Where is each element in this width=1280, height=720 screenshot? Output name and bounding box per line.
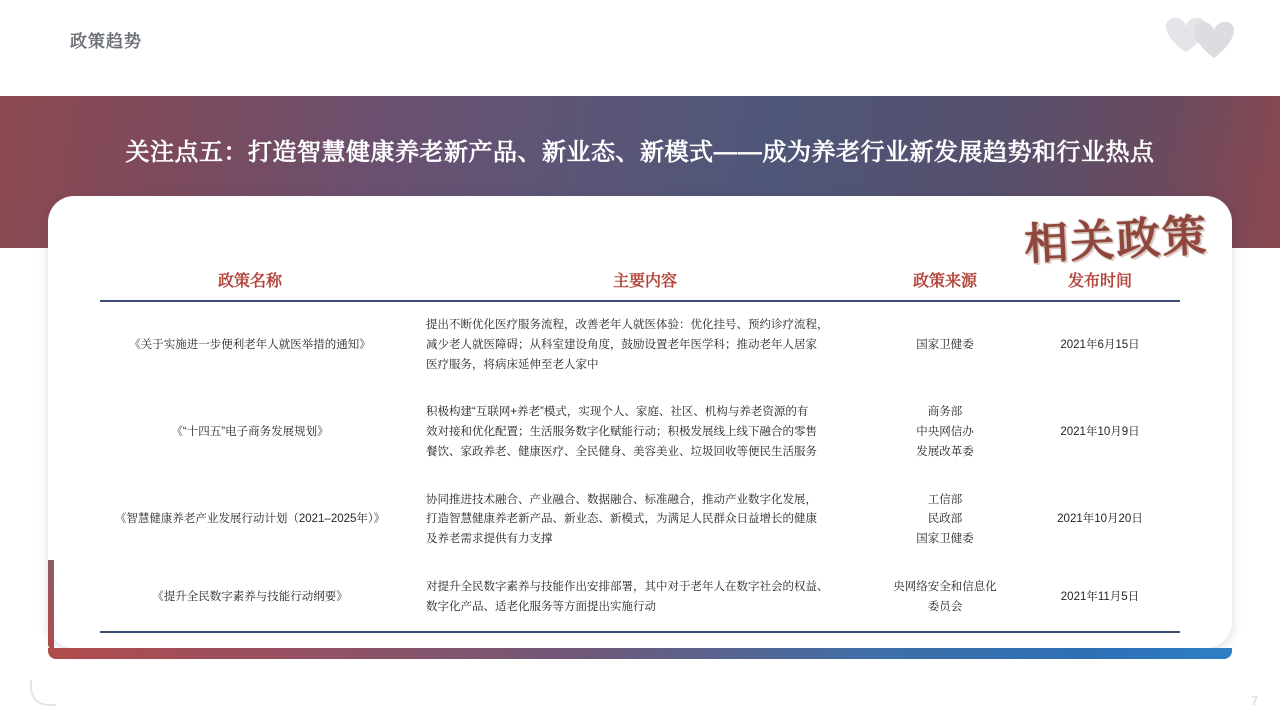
content-line: 提出不断优化医疗服务流程，改善老年人就医体验：优化挂号、预约诊疗流程， [426,319,829,331]
policy-table [100,264,1180,633]
cell-policy-source [870,564,1020,633]
cell-policy-name: 《智慧健康养老产业发展行动计划（2021–2025年）》 [114,513,386,526]
stamp-label: 相关政策 [1023,210,1210,271]
content-line: 及养老需求提供有力支撑 [426,533,553,546]
cell-main-content [400,389,870,476]
cell-release-date: 2021年10月20日 [1057,513,1143,526]
column-header-main-content: 主要内容 [612,273,677,290]
source-line: 央网络安全和信息化 [893,580,997,593]
cell-policy-source [870,389,1020,476]
content-line: 医疗服务，将病床延伸至老人家中 [426,358,599,371]
cell-release-date: 2021年6月15日 [1060,338,1140,351]
table-row [100,389,1180,476]
cell-policy-name: 《关于实施进一步便利老年人就医举措的通知》 [129,338,371,351]
cell-release-date: 2021年11月5日 [1060,590,1140,603]
policy-table-wrapper [100,264,1180,633]
content-line: 数字化产品、适老化服务等方面提出实施行动 [426,600,656,613]
heart-logo-icon [1152,12,1244,72]
source-line: 中央网信办 [916,426,974,439]
cell-main-content [400,564,870,633]
table-head [100,264,1180,301]
source-line: 国家卫健委 [916,338,974,351]
cell-policy-source [870,477,1020,564]
cell-policy-name: 《提升全民数字素养与技能行动纲要》 [152,590,348,603]
table-row [100,301,1180,389]
source-line: 发展改革委 [916,445,974,458]
table-body [100,301,1180,632]
table-header-row [100,264,1180,301]
source-line: 国家卫健委 [916,533,974,546]
content-line: 减少老人就医障碍；从科室建设角度，鼓励设置老年医学科；推动老年人居家 [426,338,817,351]
page-title: 关注点五：打造智慧健康养老新产品、新业态、新模式——成为养老行业新发展趋势和行业热点 [125,139,1155,166]
column-header-policy-source: 政策来源 [912,273,977,290]
source-line: 委员会 [927,600,963,613]
cell-policy-name: 《“十四五”电子商务发展规划》 [171,426,329,439]
top-header-bar [0,0,1280,96]
page-number: 7 [1251,694,1258,708]
content-line: 打造智慧健康养老新产品、新业态、新模式，为满足人民群众日益增长的健康 [426,513,817,526]
section-label: 政策趋势 [70,32,142,51]
card-left-edge-accent [48,560,54,650]
cell-main-content [400,301,870,389]
content-line: 协同推进技术融合、产业融合、数据融合、标准融合，推动产业数字化发展， [426,493,817,506]
cell-release-date: 2021年10月9日 [1060,426,1140,439]
corner-decoration [30,680,56,706]
column-header-release-date: 发布时间 [1067,273,1132,290]
source-line: 工信部 [927,493,963,506]
content-line: 对提升全民数字素养与技能作出安排部署，其中对于老年人在数字社会的权益、 [426,580,829,593]
content-line: 积极构建“互联网+养老”模式，实现个人、家庭、社区、机构与养老资源的有 [426,406,809,419]
column-header-policy-name: 政策名称 [217,273,282,290]
content-line: 效对接和优化配置；生活服务数字化赋能行动；积极发展线上线下融合的零售 [426,426,817,439]
cell-policy-source [870,301,1020,389]
table-row [100,564,1180,633]
source-line: 民政部 [927,513,963,526]
cell-main-content [400,477,870,564]
table-row [100,477,1180,564]
card-bottom-accent [48,648,1232,659]
source-line: 商务部 [927,406,963,419]
content-card [48,196,1232,648]
content-line: 餐饮、家政养老、健康医疗、全民健身、美容美业、垃圾回收等便民生活服务 [426,445,817,458]
